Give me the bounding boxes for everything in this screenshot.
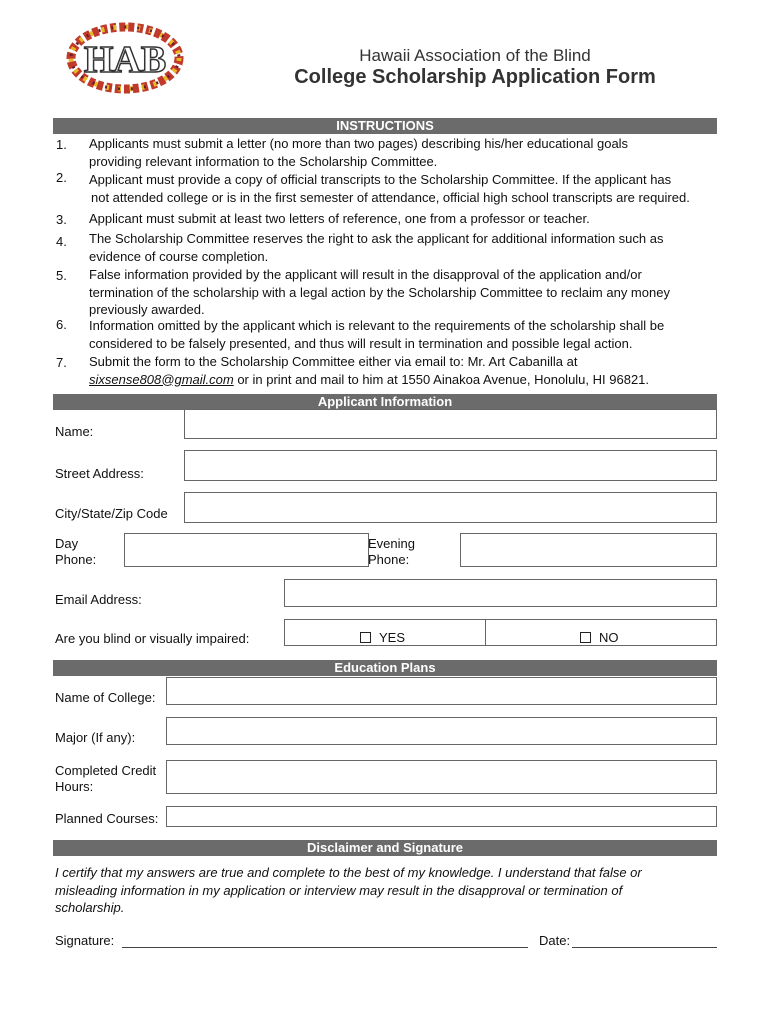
- instruction-line: Information omitted by the applicant which is relevant to the requirements of the scholarship shall be: [89, 318, 665, 333]
- disclaimer-text: [55, 864, 642, 917]
- instruction-number: 1.: [56, 137, 67, 152]
- instruction-line: The Scholarship Committee reserves the right to ask the applicant for additional information such as: [89, 231, 664, 246]
- college-label: Name of College:: [55, 690, 156, 705]
- city-state-zip-label: City/State/Zip Code: [55, 506, 168, 521]
- organization-name: Hawaii Association of the Blind: [359, 46, 591, 65]
- flower-lei-icon: [66, 22, 184, 94]
- hab-logo: [66, 22, 184, 94]
- instruction-item: [89, 317, 664, 352]
- education-plans-header: Education Plans: [53, 660, 717, 676]
- instruction-number: 6.: [56, 317, 67, 332]
- credit-hours-input[interactable]: [166, 760, 717, 794]
- instructions-header: INSTRUCTIONS: [53, 118, 717, 134]
- major-input[interactable]: [166, 717, 717, 745]
- instruction-line: previously awarded.: [89, 302, 205, 317]
- yes-label: YES: [379, 630, 406, 645]
- street-address-input[interactable]: [184, 450, 717, 481]
- instruction-item: [89, 171, 690, 206]
- evening-phone-input[interactable]: [460, 533, 717, 567]
- yes-checkbox[interactable]: [360, 632, 371, 643]
- instruction-text: or in print and mail to him at 1550 Ainakoa Avenue, Honolulu, HI 96821.: [233, 371, 650, 387]
- logo-text: HAB: [83, 39, 167, 81]
- email-link[interactable]: sixsense808@gmail.com: [89, 371, 234, 387]
- signature-line[interactable]: [122, 947, 528, 948]
- signature-label: Signature:: [55, 933, 115, 948]
- planned-courses-input[interactable]: [166, 806, 717, 827]
- instruction-item: [89, 230, 663, 265]
- instruction-number: 4.: [56, 234, 67, 249]
- label-line: Completed Credit: [55, 763, 157, 778]
- form-title: College Scholarship Application Form: [294, 66, 656, 88]
- label-line: Phone:: [368, 552, 410, 567]
- instruction-line: evidence of course completion.: [89, 248, 269, 264]
- no-checkbox[interactable]: [580, 632, 591, 643]
- label-line: Hours:: [55, 779, 94, 794]
- instruction-line: providing relevant information to the Scholarship Committee.: [89, 153, 438, 169]
- disclaimer-line: scholarship.: [55, 900, 125, 915]
- yes-option[interactable]: [360, 630, 405, 645]
- instruction-line: Submit the form to the Scholarship Committee either via email to: Mr. Art Cabanilla at: [89, 354, 578, 369]
- blind-answer-box: [284, 619, 717, 646]
- instruction-line: Applicants must submit a letter (no more than two pages) describing his/her educational goals: [89, 136, 629, 151]
- credit-hours-label: [55, 763, 156, 795]
- no-option[interactable]: [580, 630, 619, 645]
- disclaimer-line: I certify that my answers are true and complete to the best of my knowledge. I understand that false or: [55, 865, 642, 880]
- instruction-number: 3.: [56, 212, 67, 227]
- planned-courses-label: Planned Courses:: [55, 811, 159, 826]
- label-line: Phone:: [55, 552, 97, 567]
- college-input[interactable]: [166, 677, 717, 705]
- instruction-line: False information provided by the applicant will result in the disapproval of the application and/or: [89, 267, 642, 282]
- instruction-item: [89, 353, 649, 388]
- email-label: Email Address:: [55, 592, 142, 607]
- no-label: NO: [599, 630, 619, 645]
- evening-phone-label: [368, 536, 415, 568]
- blind-question-label: Are you blind or visually impaired:: [55, 631, 250, 646]
- label-line: Day: [55, 536, 79, 551]
- disclaimer-line: misleading information in my application or interview may result in the disapproval or termination of: [55, 882, 623, 898]
- instruction-item: [89, 266, 670, 319]
- disclaimer-header: Disclaimer and Signature: [53, 840, 717, 856]
- street-address-label: Street Address:: [55, 466, 144, 481]
- instruction-line: considered to be falsely presented, and thus will result in termination and possible legal action.: [89, 335, 633, 351]
- instruction-line: termination of the scholarship with a legal action by the Scholarship Committee to reclaim any money: [89, 284, 670, 300]
- name-label: Name:: [55, 424, 94, 439]
- instruction-number: 5.: [56, 268, 67, 283]
- applicant-info-header: Applicant Information: [53, 394, 717, 410]
- email-input[interactable]: [284, 579, 717, 607]
- instruction-number: 2.: [56, 170, 67, 185]
- instruction-item: [89, 210, 590, 228]
- instruction-line: Applicant must submit at least two letters of reference, one from a professor or teacher.: [89, 211, 590, 226]
- instruction-line: [89, 371, 649, 389]
- date-label: Date:: [539, 933, 571, 948]
- instruction-number: 7.: [56, 355, 67, 370]
- date-line[interactable]: [572, 947, 717, 948]
- day-phone-label: [55, 536, 96, 568]
- day-phone-input[interactable]: [124, 533, 369, 567]
- name-input[interactable]: [184, 409, 717, 439]
- instruction-item: [89, 135, 628, 170]
- answer-divider: [485, 619, 486, 646]
- instruction-line: Applicant must provide a copy of official transcripts to the Scholarship Committee. If the applicant has: [89, 172, 672, 187]
- major-label: Major (If any):: [55, 730, 136, 745]
- label-line: Evening: [368, 536, 415, 551]
- instruction-line: not attended college or is in the first semester of attendance, official high school transcripts are required.: [91, 189, 690, 205]
- city-state-zip-input[interactable]: [184, 492, 717, 523]
